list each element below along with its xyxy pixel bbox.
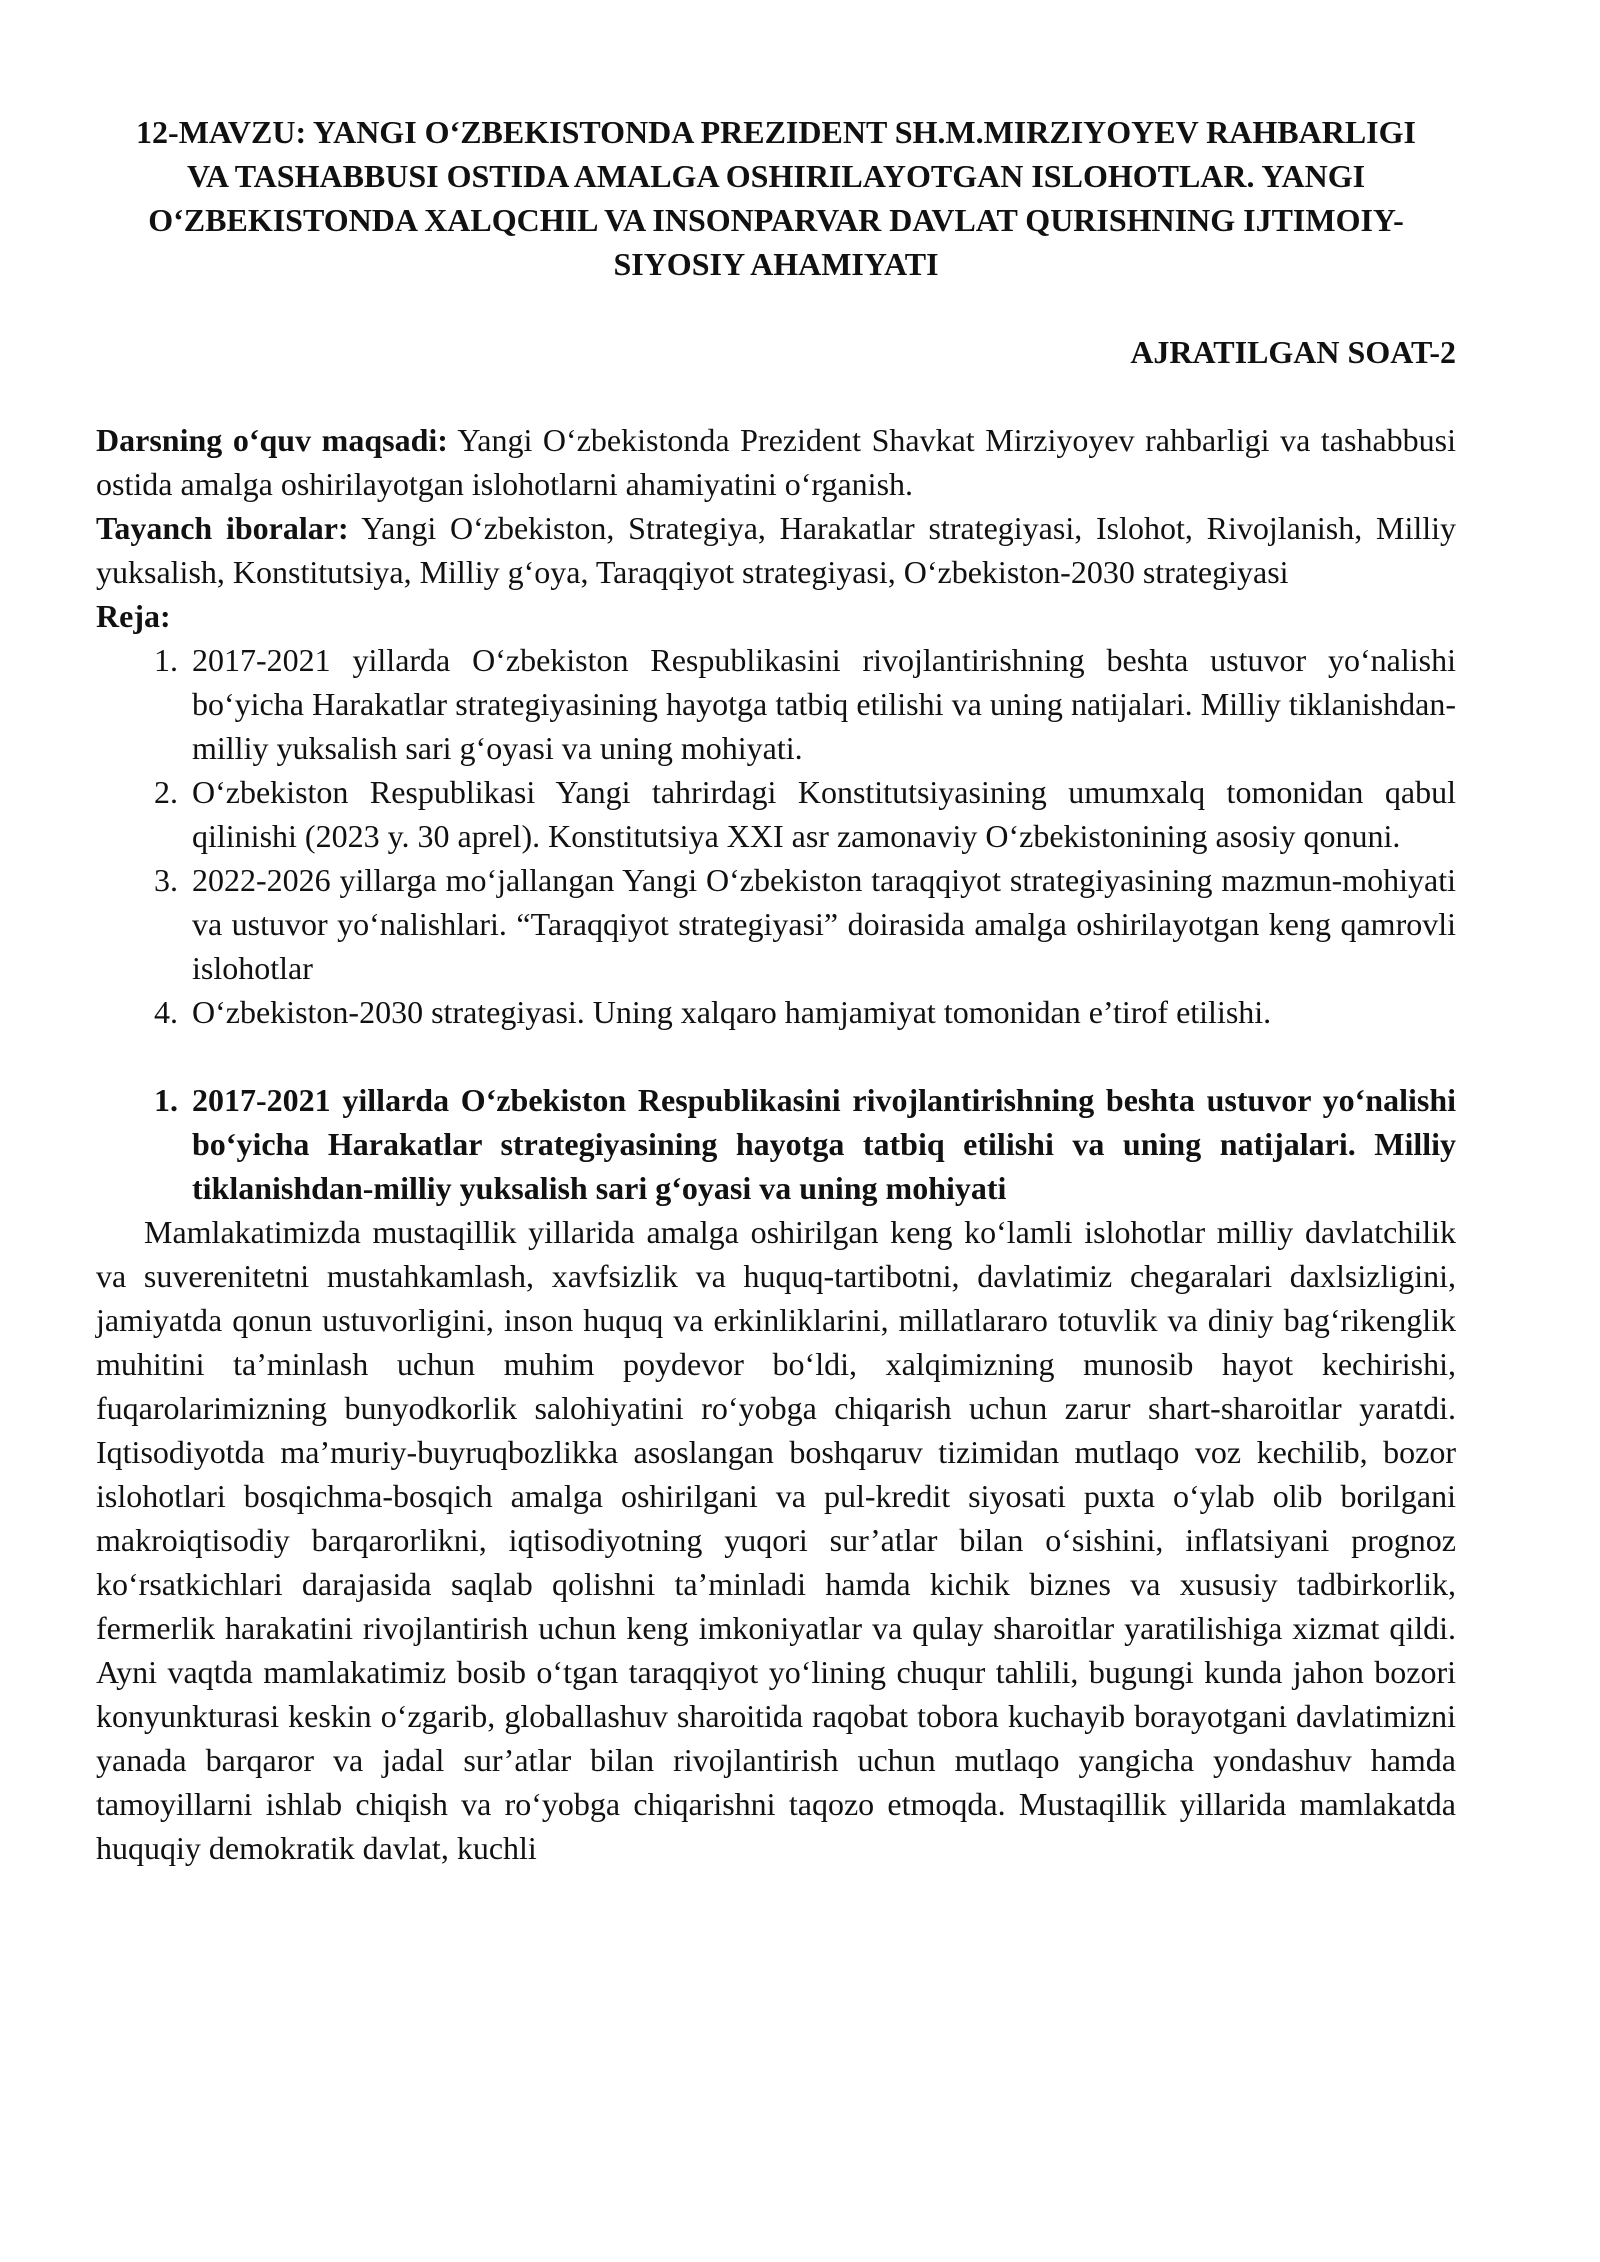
lesson-goal-label: Darsning o‘quv maqsadi: [96, 422, 448, 458]
plan-item-number: 1. [154, 642, 178, 678]
allotted-hours: AJRATILGAN SOAT-2 [1130, 334, 1456, 370]
plan-list [96, 638, 1456, 1034]
lesson-goal-text: Yangi O‘zbekistonda Prezident Shavkat Mirziyoyev rahbarligi va tashabbusi ostida amalga oshirilayotgan islohotlarni ahamiyatini o‘rganish. [96, 422, 1457, 502]
keywords-label: Tayanch iboralar: [96, 510, 349, 546]
section-number: 1. [154, 1082, 178, 1118]
plan-item-number: 4. [154, 994, 178, 1030]
plan-item [96, 638, 1456, 770]
page-title: 12-MAVZU: YANGI O‘ZBEKISTONDA PREZIDENT SH.M.MIRZIYOYEV RAHBARLIGI VA TASHABBUSI OSTIDA AMALGA OSHIRILAYOTGAN ISLOHOTLAR. YANGI O‘ZBEKISTONDA XALQCHIL VA INSONPARVAR DAVLAT QURISHNING IJTIMOIY-SIYOSIY AHAMIYATI [136, 114, 1416, 282]
plan-item-text: O‘zbekiston-2030 strategiyasi. Uning xalqaro hamjamiyat tomonidan e’tirof etilishi. [192, 994, 1272, 1030]
plan-item-text: O‘zbekiston Respublikasi Yangi tahrirdagi Konstitutsiyasining umumxalq tomonidan qabul qilinishi (2023 y. 30 aprel). Konstitutsiya XXI asr zamonaviy O‘zbekistonining asosiy qonuni. [192, 774, 1456, 854]
plan-label: Reja: [96, 598, 171, 634]
plan-item-number: 2. [154, 774, 178, 810]
plan-item-number: 3. [154, 862, 178, 898]
plan-item-text: 2017-2021 yillarda O‘zbekiston Respublikasini rivojlantirishning beshta ustuvor yo‘nalishi bo‘yicha Harakatlar strategiyasining hayotga tatbiq etilishi va uning natijalari. Milliy tiklanishdan-milliy yuksalish sari g‘oyasi va uning mohiyati. [192, 642, 1456, 766]
document-page [96, 110, 1456, 1870]
section-heading [96, 1078, 1456, 1210]
lesson-goal [96, 418, 1456, 506]
plan-item [96, 858, 1456, 990]
section-heading-text: 2017-2021 yillarda O‘zbekiston Respublikasini rivojlantirishning beshta ustuvor yo‘nalishi bo‘yicha Harakatlar strategiyasining hayotga tatbiq etilishi va uning natijalari. Milliy tiklanishdan-milliy yuksalish sari g‘oyasi va uning mohiyati [192, 1082, 1456, 1206]
keywords [96, 506, 1456, 594]
plan-item [96, 770, 1456, 858]
plan-item-text: 2022-2026 yillarga mo‘jallangan Yangi O‘zbekiston taraqqiyot strategiyasining mazmun-mohiyati va ustuvor yo‘nalishlari. “Taraqqiyot strategiyasi” doirasida amalga oshirilayotgan keng qamrovli islohotlar [192, 862, 1456, 986]
plan-item [96, 990, 1456, 1034]
keywords-text: Yangi O‘zbekiston, Strategiya, Harakatlar strategiyasi, Islohot, Rivojlanish, Milliy yuksalish, Konstitutsiya, Milliy g‘oya, Taraqqiyot strategiyasi, O‘zbekiston-2030 strategiyasi [96, 510, 1457, 590]
section-body: Mamlakatimizda mustaqillik yillarida amalga oshirilgan keng ko‘lamli islohotlar milliy davlatchilik va suverenitetni mustahkamlash, xavfsizlik va huquq-tartibotni, davlatimiz chegaralari daxlsizligini, jamiyatda qonun ustuvorligini, inson huquq va erkinliklarini, millatlararo totuvlik va diniy bag‘rikenglik muhitini ta’minlash uchun muhim poydevor bo‘ldi, xalqimizning munosib hayot kechirishi, fuqarolarimizning bunyodkorlik salohiyatini ro‘yobga chiqarish uchun zarur shart-sharoitlar yaratdi. Iqtisodiyotda ma’muriy-buyruqbozlikka asoslangan boshqaruv tizimidan mutlaqo voz kechilib, bozor islohotlari bosqichma-bosqich amalga oshirilgani va pul-kredit siyosati puxta o‘ylab olib borilgani makroiqtisodiy barqarorlikni, iqtisodiyotning yuqori sur’atlar bilan o‘sishini, inflatsiyani prognoz ko‘rsatkichlari darajasida saqlab qolishni ta’minladi hamda kichik biznes va xususiy tadbirkorlik, fermerlik harakatini rivojlantirish uchun keng imkoniyatlar va qulay sharoitlar yaratilishiga xizmat qildi. Ayni vaqtda mamlakatimiz bosib o‘tgan taraqqiyot yo‘lining chuqur tahlili, bugungi kunda jahon bozori konyunkturasi keskin o‘zgarib, globallashuv sharoitida raqobat tobora kuchayib borayotgani davlatimizni yanada barqaror va jadal sur’atlar bilan rivojlantirish uchun mutlaqo yangicha yondashuv hamda tamoyillarni ishlab chiqish va ro‘yobga chiqarishni taqozo etmoqda. Mustaqillik yillarida mamlakatda huquqiy demokratik davlat, kuchli [96, 1214, 1456, 1866]
